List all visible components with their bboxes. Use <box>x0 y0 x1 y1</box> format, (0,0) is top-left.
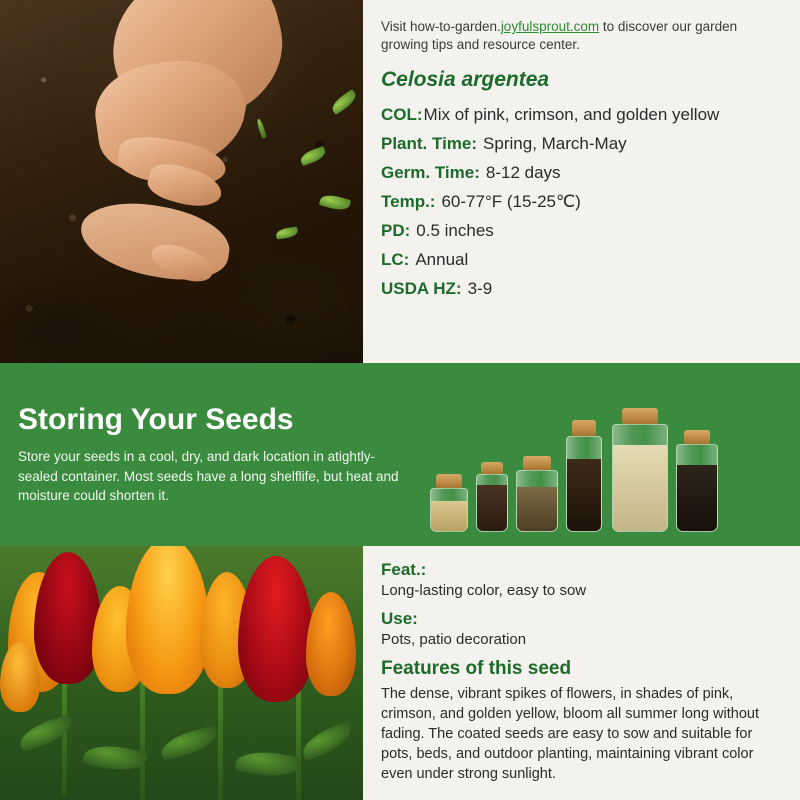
cork-stopper <box>436 474 462 488</box>
spec-row-lc <box>381 250 784 270</box>
jar-contents <box>567 459 601 531</box>
species-info-panel <box>363 0 800 363</box>
jar-body <box>566 436 602 532</box>
leaf-icon <box>298 721 356 762</box>
stem <box>296 686 301 800</box>
spec-value: 3-9 <box>467 279 493 299</box>
spec-label: USDA HZ: <box>381 279 462 299</box>
seed-jar <box>612 408 668 532</box>
spec-row-usda-hz <box>381 279 784 299</box>
cork-stopper <box>572 420 596 436</box>
seed-jar <box>676 430 718 532</box>
promo-prefix: Visit how-to-garden. <box>381 19 501 34</box>
jar-contents <box>477 485 507 531</box>
flower-plume-crimson <box>34 552 102 684</box>
flower-plume-red <box>238 556 314 702</box>
spec-value: Annual <box>415 250 469 270</box>
spec-label: Plant. Time: <box>381 134 478 154</box>
jar-body <box>612 424 668 532</box>
spec-value: 60-77°F (15-25℃) <box>441 192 581 212</box>
spec-value: Mix of pink, crimson, and golden yellow <box>423 105 720 125</box>
bottom-section <box>0 546 800 800</box>
spec-value: 8-12 days <box>485 163 561 183</box>
jar-body <box>430 488 468 532</box>
spec-row-germ-time <box>381 163 784 183</box>
seed-jar <box>430 474 468 532</box>
spec-label: Temp.: <box>381 192 436 212</box>
storing-seeds-body: Store your seeds in a cool, dry, and dark location in atightly-sealed container. Most seeds have a long shelflife, but heat and moisture could shorten it. <box>18 449 399 504</box>
jar-contents <box>613 445 667 531</box>
feat-value: Long-lasting color, easy to sow <box>381 582 587 599</box>
seed-jar <box>476 462 508 532</box>
jar-contents <box>431 501 467 531</box>
species-name: Celosia argentea <box>381 68 550 92</box>
jar-contents <box>677 465 717 531</box>
storing-seeds-band <box>0 363 800 546</box>
features-body: The dense, vibrant spikes of flowers, in shades of pink, crimson, and golden yellow, bloom all summer long without fading. The coated seeds are easy to sow and suitable for pots, beds, and outdoor planting, maintaining vibrant color even under strong sunlight. <box>381 686 759 782</box>
use-value: Pots, patio decoration <box>381 631 527 648</box>
features-panel <box>363 546 800 800</box>
spec-label: LC: <box>381 250 410 270</box>
spec-value: Spring, March-May <box>483 134 627 154</box>
spec-row-temp <box>381 192 784 212</box>
top-section <box>0 0 800 363</box>
spec-label: COL: <box>381 105 423 125</box>
cork-stopper <box>622 408 658 424</box>
cork-stopper <box>523 456 551 470</box>
spec-value: 0.5 inches <box>416 221 494 241</box>
celosia-flowers-photo <box>0 546 363 800</box>
flower-plume-orange <box>306 592 356 696</box>
cork-stopper <box>481 462 503 474</box>
spec-label: PD: <box>381 221 411 241</box>
website-link[interactable]: joyfulsprout.com <box>500 19 600 34</box>
flower-plume-yellow-large <box>126 546 210 694</box>
seed-jar <box>566 420 602 532</box>
seed-jar <box>516 456 558 532</box>
jar-contents <box>517 487 557 531</box>
use-label: Use: <box>381 609 418 628</box>
storing-seeds-text <box>0 403 420 506</box>
cork-stopper <box>684 430 710 444</box>
jar-body <box>676 444 718 532</box>
leaf-icon <box>16 714 76 752</box>
spec-row-col <box>381 105 784 125</box>
promo-suffix: to discover our garden growing tips and resource center. <box>381 19 738 53</box>
features-title: Features of this seed <box>381 658 572 679</box>
seed-jars-photo <box>420 363 780 546</box>
spec-row-pd <box>381 221 784 241</box>
feat-label: Feat.: <box>381 560 427 579</box>
spec-label: Germ. Time: <box>381 163 480 183</box>
storing-seeds-title: Storing Your Seeds <box>18 403 294 437</box>
leaf-icon <box>82 740 148 776</box>
jar-body <box>516 470 558 532</box>
promo-text <box>381 18 784 54</box>
leaf-icon <box>234 747 301 782</box>
leaf-icon <box>158 725 220 760</box>
jar-body <box>476 474 508 532</box>
hand-planting-seeds-photo <box>0 0 363 363</box>
spec-row-plant-time <box>381 134 784 154</box>
